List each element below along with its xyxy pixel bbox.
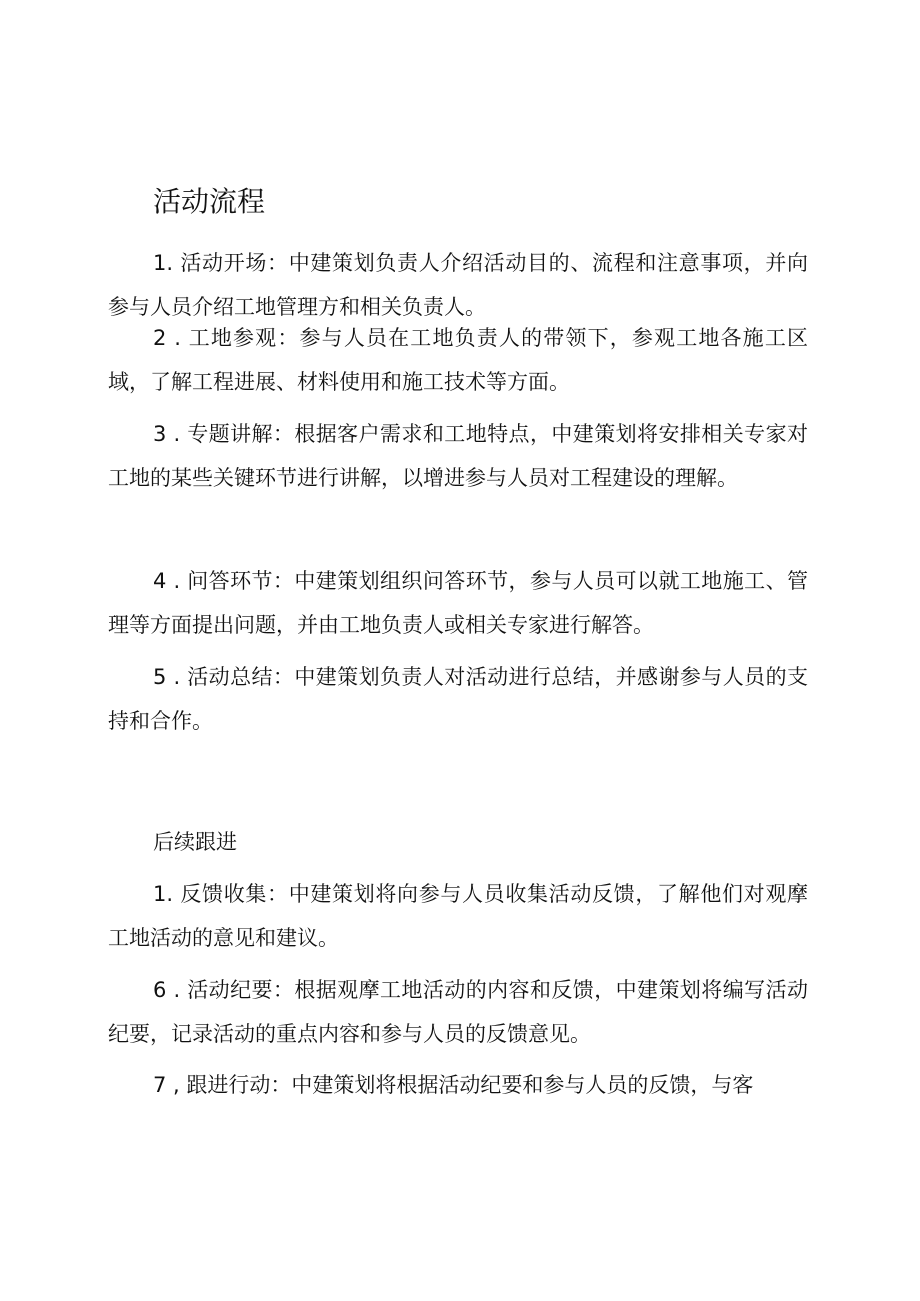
section-title-activity-process: 活动流程 [153,185,266,218]
process-item-qa: 4 . 问答环节：中建策划组织问答环节，参与人员可以就工地施工、管理等方面提出问题，并由工地负责人或相关专家进行解答。 [108,569,808,637]
followup-item-action: 7 , 跟进行动：中建策划将根据活动纪要和参与人员的反馈，与客 [153,1073,754,1097]
process-item-summary: 5 . 活动总结：中建策划负责人对活动进行总结，并感谢参与人员的支持和合作。 [108,665,808,733]
process-item-lecture: 3 . 专题讲解：根据客户需求和工地特点，中建策划将安排相关专家对工地的某些关键环节进行讲解，以增进参与人员对工程建设的理解。 [108,422,808,490]
followup-item-feedback: 1. 反馈收集：中建策划将向参与人员收集活动反馈，了解他们对观摩工地活动的意见和建议。 [108,882,808,950]
followup-item-minutes: 6 . 活动纪要：根据观摩工地活动的内容和反馈，中建策划将编写活动纪要，记录活动的重点内容和参与人员的反馈意见。 [108,978,808,1046]
process-item-site-visit: 2 . 工地参观：参与人员在工地负责人的带领下，参观工地各施工区域，了解工程进展、材料使用和施工技术等方面。 [108,326,808,394]
process-item-opening: 1. 活动开场：中建策划负责人介绍活动目的、流程和注意事项，并向参与人员介绍工地管理方和相关负责人。 [108,251,808,319]
section-title-follow-up: 后续跟进 [153,830,237,854]
